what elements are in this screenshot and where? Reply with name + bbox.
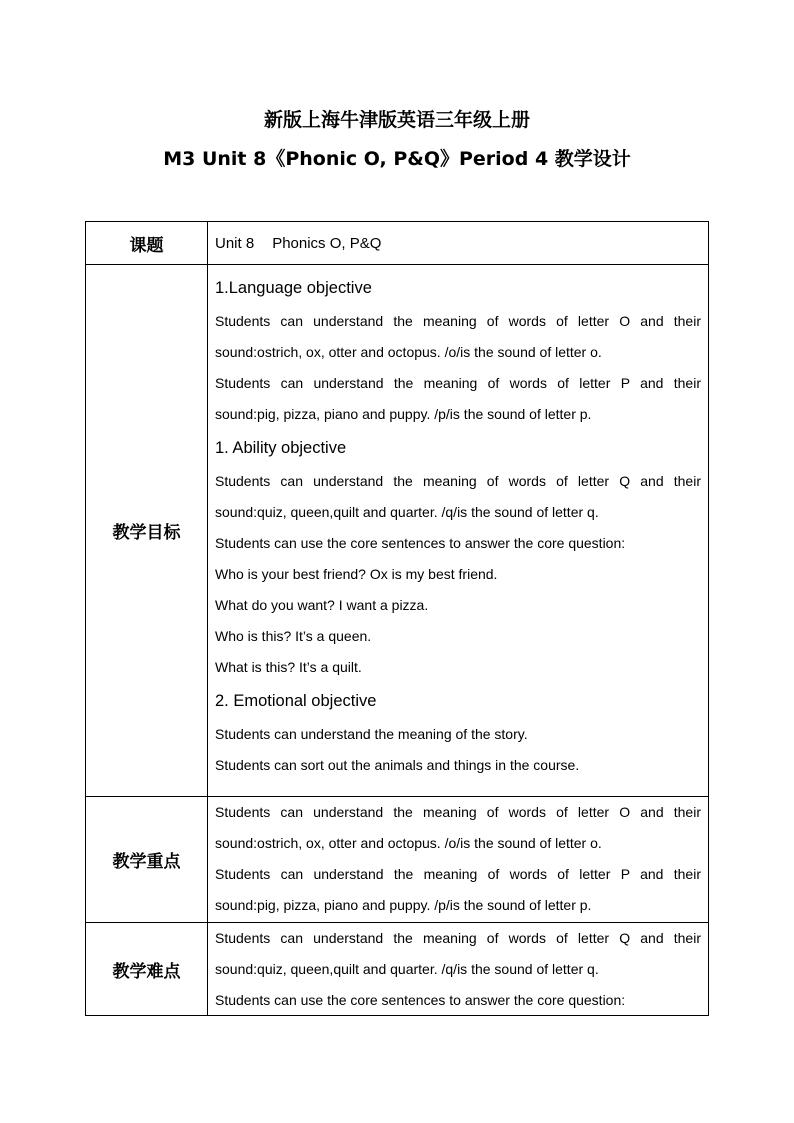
goals-label: 教学目标 [86,265,208,796]
key-points-label: 教学重点 [86,797,208,922]
goals-row [86,264,708,796]
language-objective-heading: 1.Language objective [215,279,372,297]
goals-content [208,265,708,796]
language-line: Students can understand the meaning of words of letter P and their [215,375,701,391]
document-title-line1: 新版上海牛津版英语三年级上册 [263,109,530,131]
emotional-line: Students can sort out the animals and things in the course. [215,757,580,773]
language-line: Students can understand the meaning of words of letter O and their [215,313,701,329]
lesson-plan-table [85,221,709,1016]
unit-number: Unit 8 [215,234,255,252]
ability-line: What do you want? I want a pizza. [215,597,429,613]
unit-name: Phonics O, P&Q [272,234,382,252]
topic-label: 课题 [86,222,208,264]
emotional-line: Students can understand the meaning of the story. [215,726,528,742]
difficulties-content [208,923,708,1015]
topic-content [208,222,708,264]
difficulty-line: Students can understand the meaning of words of letter Q and their [215,930,701,946]
document-title-line2: M3 Unit 8《Phonic O, P&Q》Period 4 教学设计 [163,148,631,170]
difficulty-line: Students can use the core sentences to answer the core question: [215,992,626,1008]
key-point-line: Students can understand the meaning of words of letter P and their [215,866,701,882]
key-point-line: sound:ostrich, ox, otter and octopus. /o/is the sound of letter o. [215,835,602,851]
language-line: sound:ostrich, ox, otter and octopus. /o/is the sound of letter o. [215,344,602,360]
key-points-content [208,797,708,922]
ability-line: Who is this? It’s a queen. [215,628,372,644]
ability-objective-heading: 1. Ability objective [215,439,347,457]
topic-row [86,222,708,264]
language-line: sound:pig, pizza, piano and puppy. /p/is the sound of letter p. [215,406,592,422]
key-point-line: Students can understand the meaning of words of letter O and their [215,804,701,820]
ability-line: sound:quiz, queen,quilt and quarter. /q/is the sound of letter q. [215,504,599,520]
key-points-row [86,796,708,922]
difficulties-row [86,922,708,1015]
key-point-line: sound:pig, pizza, piano and puppy. /p/is the sound of letter p. [215,897,592,913]
ability-line: What is this? It’s a quilt. [215,659,362,675]
emotional-objective-heading: 2. Emotional objective [215,692,377,710]
ability-line: Who is your best friend? Ox is my best friend. [215,566,498,582]
ability-line: Students can understand the meaning of words of letter Q and their [215,473,701,489]
difficulties-label: 教学难点 [86,923,208,1015]
difficulty-line: sound:quiz, queen,quilt and quarter. /q/is the sound of letter q. [215,961,599,977]
ability-line: Students can use the core sentences to answer the core question: [215,535,626,551]
